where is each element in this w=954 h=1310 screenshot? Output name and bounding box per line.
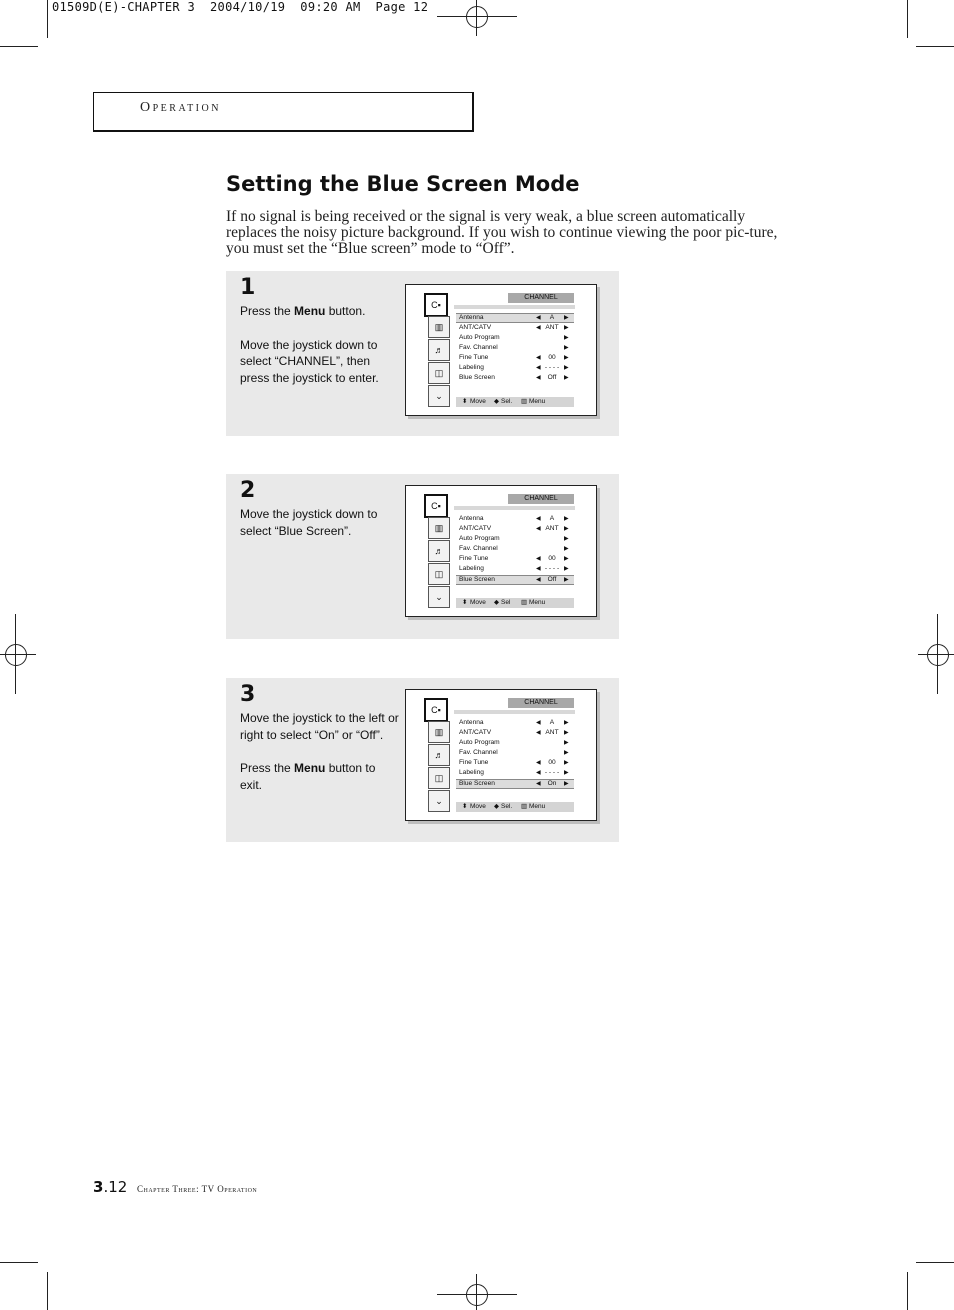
arrow-right-icon: ▶ [564, 335, 569, 342]
step-text: Press the [240, 304, 295, 318]
arrow-left-icon: ◀ [536, 770, 541, 777]
osd-help-select: Sel [501, 599, 511, 606]
arrow-right-icon: ▶ [564, 365, 569, 372]
registration-mark [466, 6, 488, 28]
osd-help-bar [456, 598, 574, 608]
osd-item-value: ANT [545, 525, 559, 533]
menu-icon: ▥ [521, 599, 528, 606]
crop-mark [907, 1272, 908, 1310]
osd-item-label: Antenna [459, 515, 484, 522]
registration-mark [5, 644, 27, 666]
osd-menu-item [456, 564, 574, 574]
osd-item-value: Off [547, 575, 557, 583]
step-text: button to exit. [240, 761, 376, 793]
osd-menu-item [456, 343, 574, 353]
osd-item-label: Auto Program [459, 334, 500, 342]
channel-icon: C▪ [424, 494, 448, 518]
osd-menu-item [456, 333, 574, 343]
step-panel [226, 678, 619, 842]
arrow-right-icon: ▶ [564, 325, 569, 331]
arrow-left-icon: ◀ [536, 516, 541, 522]
arrow-left-icon: ◀ [536, 355, 541, 362]
osd-menu-item [456, 534, 574, 544]
step-number: 2 [240, 478, 256, 503]
arrow-right-icon: ▶ [564, 315, 569, 321]
arrow-left-icon: ◀ [536, 576, 541, 583]
arrow-right-icon: ▶ [564, 536, 569, 543]
page-number-page: .12 [103, 1178, 128, 1196]
arrow-left-icon: ◀ [536, 375, 541, 382]
menu-button-ref: Menu [294, 761, 326, 776]
step-number: 1 [240, 275, 256, 300]
updown-arrow-icon: ⬍ [462, 803, 468, 810]
osd-menu-item [456, 748, 574, 758]
updown-arrow-icon: ⬍ [462, 398, 468, 405]
registration-mark [476, 0, 477, 36]
leftright-arrow-icon: ◆ [494, 599, 499, 606]
osd-item-value: A [549, 515, 555, 522]
osd-menu-title: CHANNEL [508, 293, 574, 303]
timer-icon: ◫ [428, 362, 450, 384]
osd-divider [454, 305, 575, 309]
leftright-arrow-icon: ◆ [494, 803, 499, 810]
registration-mark [437, 16, 517, 17]
osd-item-label: ANT/CATV [459, 729, 492, 737]
setup-icon: ⌄ [428, 385, 450, 407]
setup-icon: ⌄ [428, 790, 450, 812]
registration-mark [15, 614, 16, 694]
osd-screenshot [405, 485, 597, 617]
registration-mark [937, 614, 938, 694]
osd-help-select: Sel. [501, 398, 513, 405]
osd-help-menu: Menu [529, 398, 546, 405]
osd-menu-item [456, 758, 574, 768]
arrow-left-icon: ◀ [536, 760, 541, 767]
osd-item-label: ANT/CATV [459, 525, 492, 533]
setup-icon: ⌄ [428, 586, 450, 608]
sound-icon: ♬ [428, 339, 450, 361]
osd-menu-list [456, 313, 574, 384]
osd-menu-item [456, 768, 574, 778]
osd-help-bar [456, 802, 574, 812]
crop-mark [0, 1262, 38, 1263]
arrow-right-icon: ▶ [564, 516, 569, 522]
crop-mark [907, 0, 908, 38]
crop-mark [47, 0, 48, 38]
picture-icon: ▥ [428, 316, 450, 338]
arrow-right-icon: ▶ [564, 546, 569, 553]
step-text: Press the [240, 761, 295, 776]
updown-arrow-icon: ⬍ [462, 599, 468, 606]
osd-menu-item [456, 575, 574, 585]
picture-icon: ▥ [428, 517, 450, 539]
osd-menu-item [456, 514, 574, 524]
osd-item-label: Auto Program [459, 535, 500, 543]
osd-item-label: Antenna [459, 314, 484, 321]
osd-item-value: 00 [548, 354, 556, 362]
osd-menu-item [456, 779, 574, 789]
osd-item-value: A [549, 719, 555, 726]
print-slug: 01509D(E)-CHAPTER 3 2004/10/19 09:20 AM Page 12 [52, 0, 429, 14]
arrow-right-icon: ▶ [564, 345, 569, 352]
page-number-chapter: 3 [93, 1178, 104, 1196]
chapter-title: Chapter Three: TV Operation [137, 1184, 258, 1194]
sound-icon: ♬ [428, 744, 450, 766]
arrow-right-icon: ▶ [564, 556, 569, 563]
arrow-left-icon: ◀ [536, 720, 541, 726]
osd-menu-list [456, 718, 574, 789]
osd-item-label: Blue Screen [459, 374, 495, 382]
osd-menu-item [456, 323, 574, 333]
osd-item-label: Fav. Channel [459, 344, 498, 352]
arrow-right-icon: ▶ [564, 526, 569, 533]
arrow-left-icon: ◀ [536, 365, 541, 372]
sound-icon: ♬ [428, 540, 450, 562]
osd-help-move: Move [470, 398, 486, 405]
osd-help-menu: Menu [529, 599, 546, 606]
osd-item-value: Off [547, 374, 557, 382]
osd-screenshot [405, 689, 597, 821]
osd-menu-title: CHANNEL [508, 494, 574, 504]
osd-menu-item [456, 554, 574, 564]
crop-mark [0, 46, 38, 47]
page-number [93, 1178, 127, 1196]
crop-mark [916, 46, 954, 47]
osd-item-value: 00 [548, 555, 556, 563]
step-text: Move the joystick to the left or right to select “On” or “Off”. [240, 711, 399, 742]
osd-menu-list [456, 514, 574, 585]
arrow-left-icon: ◀ [536, 566, 541, 573]
osd-item-label: Fine Tune [459, 759, 489, 767]
arrow-left-icon: ◀ [536, 780, 541, 787]
arrow-right-icon: ▶ [564, 720, 569, 726]
osd-item-label: Auto Program [459, 739, 500, 747]
step-text: Move the joystick down to select “Blue Screen”. [240, 507, 378, 538]
arrow-right-icon: ▶ [564, 780, 569, 787]
osd-item-label: Fav. Channel [459, 749, 498, 757]
osd-menu-item [456, 738, 574, 748]
osd-item-label: Fine Tune [459, 354, 489, 362]
osd-item-value: - - - - [544, 364, 560, 372]
osd-divider [454, 710, 575, 714]
arrow-right-icon: ▶ [564, 750, 569, 757]
channel-icon: C▪ [424, 698, 448, 722]
osd-screenshot [405, 284, 597, 416]
registration-mark [918, 654, 954, 655]
osd-item-value: - - - - [544, 769, 560, 777]
registration-mark [0, 654, 36, 655]
arrow-right-icon: ▶ [564, 355, 569, 362]
osd-help-move: Move [470, 599, 486, 606]
step-text: button. [325, 304, 366, 318]
osd-item-label: Fine Tune [459, 555, 489, 563]
arrow-left-icon: ◀ [536, 315, 541, 321]
arrow-right-icon: ▶ [564, 566, 569, 573]
timer-icon: ◫ [428, 767, 450, 789]
osd-item-label: Fav. Channel [459, 545, 498, 553]
channel-icon: C▪ [424, 293, 448, 317]
timer-icon: ◫ [428, 563, 450, 585]
osd-menu-item [456, 373, 574, 383]
osd-menu-title: CHANNEL [508, 698, 574, 708]
osd-menu-item [456, 353, 574, 363]
osd-menu-item [456, 718, 574, 728]
arrow-left-icon: ◀ [536, 730, 541, 737]
osd-menu-item [456, 524, 574, 534]
osd-item-label: Labeling [459, 769, 484, 777]
step-instructions [240, 710, 400, 811]
arrow-left-icon: ◀ [536, 325, 541, 331]
step-panel [226, 474, 619, 639]
crop-mark [916, 1262, 954, 1263]
osd-item-label: Blue Screen [459, 779, 495, 787]
osd-item-label: Antenna [459, 719, 484, 726]
osd-divider [454, 506, 575, 510]
menu-icon: ▥ [521, 803, 528, 810]
osd-menu-item [456, 363, 574, 373]
osd-item-value: ANT [545, 324, 559, 331]
intro-paragraph: If no signal is being received or the signal is very weak, a blue screen automatically replaces the noisy picture background. If you wish to continue viewing the poor pic-ture, you must set the “Blue screen” mode to “Off”. [226, 208, 778, 257]
osd-item-label: Labeling [459, 364, 484, 372]
step-instructions [240, 303, 400, 404]
arrow-right-icon: ▶ [564, 770, 569, 777]
arrow-right-icon: ▶ [564, 760, 569, 767]
arrow-right-icon: ▶ [564, 730, 569, 737]
registration-mark [466, 1284, 488, 1306]
step-instructions [240, 506, 400, 556]
step-panel [226, 271, 619, 436]
osd-item-value: - - - - [544, 565, 560, 573]
osd-item-label: ANT/CATV [459, 324, 492, 331]
osd-menu-item [456, 728, 574, 738]
osd-item-value: A [549, 314, 555, 321]
osd-item-value: ANT [545, 729, 559, 737]
osd-help-menu: Menu [529, 803, 546, 810]
picture-icon: ▥ [428, 721, 450, 743]
menu-button-ref: Menu [294, 304, 326, 318]
arrow-left-icon: ◀ [536, 556, 541, 563]
arrow-right-icon: ▶ [564, 375, 569, 382]
crop-mark [47, 1272, 48, 1310]
osd-item-value: 00 [548, 759, 556, 767]
osd-item-value: On [547, 779, 557, 787]
registration-mark [476, 1274, 477, 1310]
step-number: 3 [240, 682, 256, 707]
arrow-right-icon: ▶ [564, 740, 569, 747]
registration-mark [437, 1294, 517, 1295]
osd-help-select: Sel. [501, 803, 513, 810]
registration-mark [927, 644, 949, 666]
osd-item-label: Labeling [459, 565, 484, 573]
osd-menu-item [456, 313, 574, 323]
page-title: Setting the Blue Screen Mode [226, 172, 580, 196]
leftright-arrow-icon: ◆ [494, 398, 499, 405]
arrow-right-icon: ▶ [564, 576, 569, 583]
arrow-left-icon: ◀ [536, 526, 541, 533]
section-label: Operation [140, 100, 221, 115]
menu-icon: ▥ [521, 398, 528, 405]
step-text: Move the joystick down to select “CHANNEL”, then press the joystick to enter. [240, 337, 379, 386]
osd-item-label: Blue Screen [459, 575, 495, 583]
osd-help-bar [456, 397, 574, 407]
osd-help-move: Move [470, 803, 486, 810]
osd-menu-item [456, 544, 574, 554]
